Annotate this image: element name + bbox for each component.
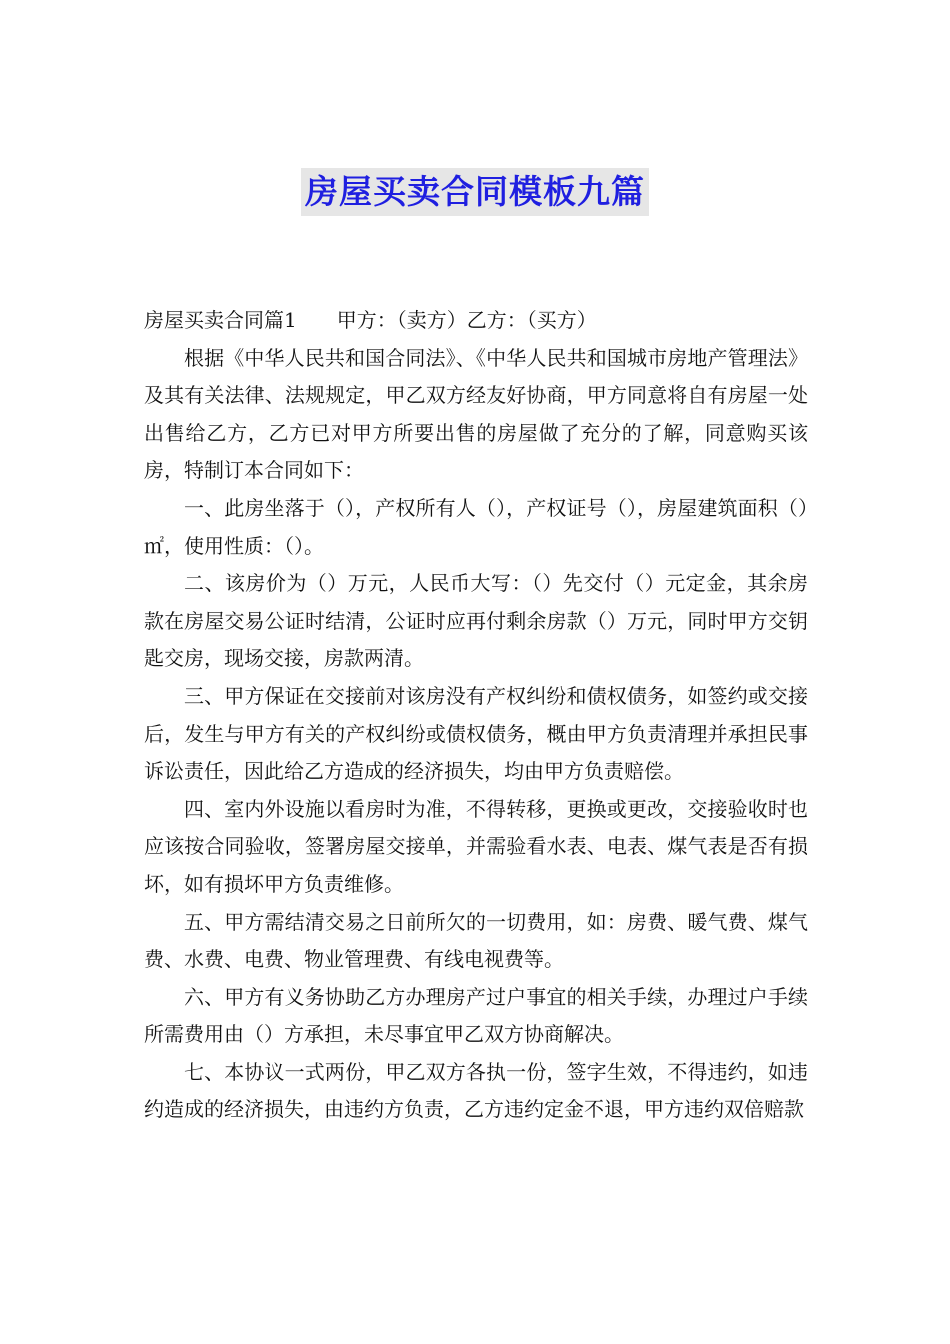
- paragraph-clause-6: 六、甲方有义务协助乙方办理房产过户事宜的相关手续，办理过户手续所需费用由（）方承担，未尽事宜甲乙双方协商解决。: [144, 984, 808, 1047]
- paragraph-clause-3: 三、甲方保证在交接前对该房没有产权纠纷和债权债务，如签约或交接后，发生与甲方有关的产权纠纷或债权债务，概由甲方负责清理并承担民事诉讼责任，因此给乙方造成的经济损失，均由甲方负责赔偿。: [144, 683, 808, 784]
- paragraph-clause-7: 七、本协议一式两份，甲乙双方各执一份，签字生效，不得违约，如违约造成的经济损失，由违约方负责，乙方违约定金不退，甲方违约双倍赔款: [144, 1059, 808, 1122]
- document-body: [144, 302, 808, 1129]
- document-title: 房屋买卖合同模板九篇: [301, 168, 649, 216]
- paragraph-clause-2: 二、该房价为（）万元，人民币大写：（）先交付（）元定金，其余房款在房屋交易公证时结清，公证时应再付剩余房款（）万元，同时甲方交钥匙交房，现场交接，房款两清。: [144, 571, 808, 671]
- title-container: [0, 168, 950, 216]
- contract-header-line: 房屋买卖合同篇1 甲方：（卖方）乙方：（买方）: [144, 308, 597, 332]
- paragraph-clause-4: 四、室内外设施以看房时为准，不得转移，更换或更改，交接验收时也应该按合同验收，签署房屋交接单，并需验看水表、电表、煤气表是否有损坏，如有损坏甲方负责维修。: [144, 796, 808, 896]
- paragraph-clause-5: 五、甲方需结清交易之日前所欠的一切费用，如：房费、暖气费、煤气费、水费、电费、物业管理费、有线电视费等。: [144, 909, 808, 972]
- paragraph-preamble: 根据《中华人民共和国合同法》、《中华人民共和国城市房地产管理法》及其有关法律、法规规定，甲乙双方经友好协商，甲方同意将自有房屋一处出售给乙方，乙方已对甲方所要出售的房屋做了充分的了解，同意购买该房，特制订本合同如下：: [144, 345, 808, 483]
- paragraph-clause-1: 一、此房坐落于（），产权所有人（），产权证号（），房屋建筑面积（）㎡，使用性质：（）。: [144, 495, 808, 558]
